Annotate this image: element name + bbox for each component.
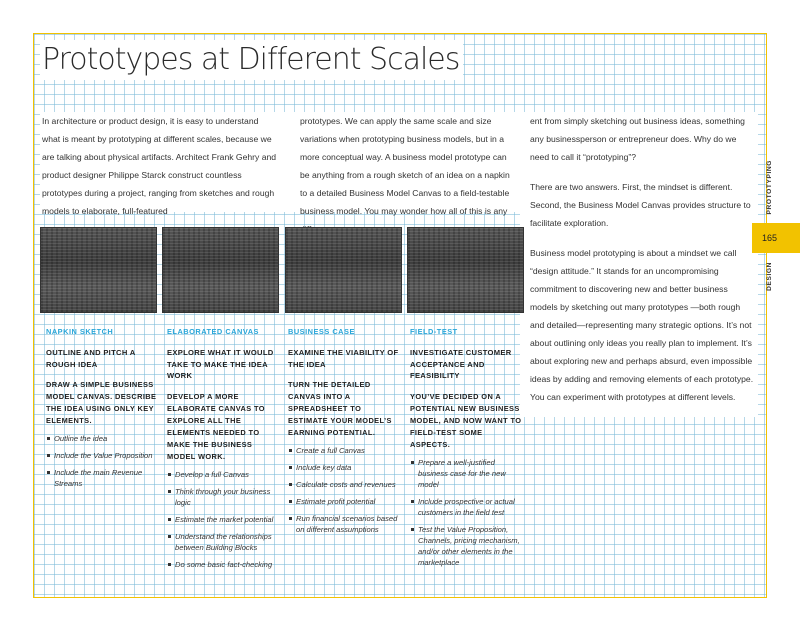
right-para-2: There are two answers. First, the mindset is different. Second, the Business Model Canvas provides structure to facilitate exploration. [530,182,751,228]
list-item: Outline the idea [46,433,160,444]
column-heading: ELABORATED CANVAS [167,327,259,336]
list-item: Include the Value Proposition [46,450,160,461]
right-para-1: ent from simply sketching out business ideas, something any businessperson or entrepreneur does. Why do we need to call it “prototyping”? [530,116,745,162]
bullet-list [46,433,160,489]
column-business-case [288,326,402,541]
column-subheading: EXAMINE THE VIABILITY OF THE IDEA [288,348,399,369]
list-item: Do some basic fact-checking [167,559,281,570]
column-subheading: OUTLINE AND PITCH A ROUGH IDEA [46,348,136,369]
list-item: Calculate costs and revenues [288,479,402,490]
column-heading: FIELD-TEST [410,327,458,336]
list-item: Develop a full Canvas [167,469,281,480]
column-subheading: INVESTIGATE CUSTOMER ACCEPTANCE AND FEASIBILITY [410,348,512,380]
column-body: YOU’VE DECIDED ON A POTENTIAL NEW BUSINESS MODEL, AND NOW WANT TO FIELD-TEST SOME ASPECTS. [410,391,522,449]
intro-col-1: In architecture or product design, it is easy to understand what is meant by prototyping at different scales, because we are talking about physical artifacts. Architect Frank Gehry and product designer Philippe Starck construct countless prototypes during a project, ranging from sketches and rough models to elaborate, full-featured [42,116,277,216]
column-body: TURN THE DETAILED CANVAS INTO A SPREADSHEET TO ESTIMATE YOUR MODEL’S EARNING POTENTIAL. [288,380,392,437]
elaborated-canvas-image [162,227,279,313]
column-body: DEVELOP A MORE ELABORATE CANVAS TO EXPLORE ALL THE ELEMENTS NEEDED TO MAKE THE BUSINESS MODEL WORK. [167,391,265,461]
page-title: Prototypes at Different Scales [40,40,463,80]
list-item: Create a full Canvas [288,445,402,456]
list-item: Include prospective or actual customers in the field test [410,496,524,518]
bullet-list [410,457,524,568]
right-para-3: Business model prototyping is about a mindset we call “design attitude.” It stands for an uncompromising commitment to discovering new and better business models by sketching out many prototypes —both rough and detailed—representing many strategic options. It’s not about outlining only ideas you really plan to implement. It’s about exploring new and perhaps absurd, even impossible ideas by adding and removing elements of each prototype. You can experiment with prototypes at different levels. [530,248,754,402]
list-item: Think through your business logic [167,486,281,508]
intro-block [40,112,520,216]
list-item: Estimate profit potential [288,496,402,507]
right-column [520,112,758,417]
list-item: Include key data [288,462,402,473]
bullet-list [167,469,281,570]
column-elaborated-canvas [167,326,281,576]
column-body: DRAW A SIMPLE BUSINESS MODEL CANVAS. DESCRIBE THE IDEA USING ONLY KEY ELEMENTS. [46,380,157,425]
list-item: Estimate the market potential [167,514,281,525]
column-heading: BUSINESS CASE [288,327,355,336]
section-label-design: DESIGN [766,262,773,291]
page-number: 165 [752,223,800,253]
list-item: Run financial scenarios based on different assumptions [288,513,402,535]
bullet-list [288,445,402,535]
column-field-test [410,326,524,574]
list-item: Prepare a well-justified business case for the new model [410,457,524,490]
column-subheading: EXPLORE WHAT IT WOULD TAKE TO MAKE THE IDEA WORK [167,348,274,380]
column-heading: NAPKIN SKETCH [46,327,114,336]
column-napkin-sketch [46,326,160,495]
napkin-sketch-image [40,227,157,313]
prototype-images [40,227,520,313]
section-label-prototyping: PROTOTYPING [766,160,773,215]
intro-col-2: prototypes. We can apply the same scale and size variations when prototyping business models, but in a more conceptual way. A business model prototype can be anything from a rough sketch of an idea on a napkin to a detailed Business Model Canvas to a field-testable business model. You may wonder how all of this is any [300,116,510,216]
list-item: Understand the relationships between Building Blocks [167,531,281,553]
list-item: Test the Value Proposition, Channels, pricing mechanism, and/or other elements in the marketplace [410,524,524,568]
list-item: Include the main Revenue Streams [46,467,160,489]
field-test-image [407,227,524,313]
business-case-image [285,227,402,313]
